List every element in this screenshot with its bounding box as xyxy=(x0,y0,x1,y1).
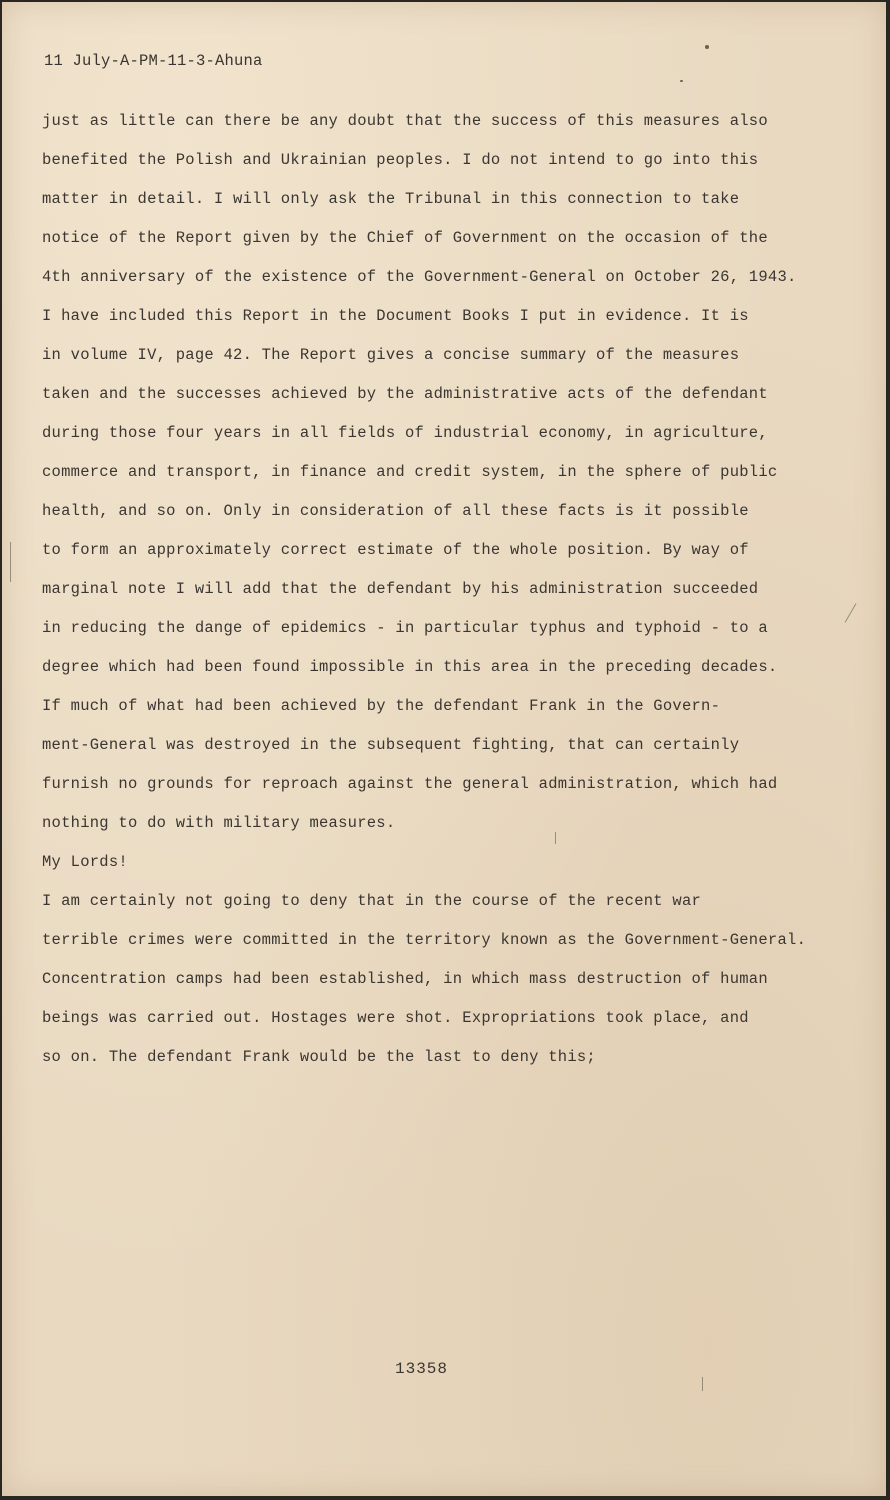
paper-speck xyxy=(680,80,683,82)
page-number: 13358 xyxy=(395,1360,449,1378)
text-line: just as little can there be any doubt that the success of this measures also xyxy=(42,112,768,130)
paper-hair xyxy=(555,832,556,844)
text-line: matter in detail. I will only ask the Tribunal in this connection to take xyxy=(42,190,740,208)
paper-speck xyxy=(705,45,709,49)
text-line: 4th anniversary of the existence of the Government-General on October 26, 1943. xyxy=(42,268,797,286)
paper-hair xyxy=(845,603,857,623)
text-line: to form an approximately correct estimate of the whole position. By way of xyxy=(42,541,749,559)
page-header: 11 July-A-PM-11-3-Ahuna xyxy=(44,52,263,70)
text-line: benefited the Polish and Ukrainian peoples. I do not intend to go into this xyxy=(42,151,759,169)
text-line: marginal note I will add that the defendant by his administration succeeded xyxy=(42,580,759,598)
text-line: notice of the Report given by the Chief of Government on the occasion of the xyxy=(42,229,768,247)
text-line: My Lords! xyxy=(42,853,128,871)
text-line: during those four years in all fields of industrial economy, in agriculture, xyxy=(42,424,768,442)
text-line: taken and the successes achieved by the administrative acts of the defendant xyxy=(42,385,768,403)
text-line: nothing to do with military measures. xyxy=(42,814,396,832)
text-line: beings was carried out. Hostages were shot. Expropriations took place, and xyxy=(42,1009,749,1027)
text-line: in volume IV, page 42. The Report gives a concise summary of the measures xyxy=(42,346,740,364)
text-line: health, and so on. Only in consideration of all these facts is it possible xyxy=(42,502,749,520)
document-page xyxy=(2,2,886,1496)
text-line: Concentration camps had been established, in which mass destruction of human xyxy=(42,970,768,988)
text-line: If much of what had been achieved by the defendant Frank in the Govern- xyxy=(42,697,721,715)
text-line: terrible crimes were committed in the territory known as the Government-General. xyxy=(42,931,807,949)
text-line: in reducing the dange of epidemics - in particular typhus and typhoid - to a xyxy=(42,619,768,637)
text-line: degree which had been found impossible in this area in the preceding decades. xyxy=(42,658,778,676)
text-line: furnish no grounds for reproach against the general administration, which had xyxy=(42,775,778,793)
text-line: commerce and transport, in finance and credit system, in the sphere of public xyxy=(42,463,778,481)
paper-hair xyxy=(702,1377,703,1391)
text-line: so on. The defendant Frank would be the last to deny this; xyxy=(42,1048,596,1066)
text-line: I have included this Report in the Document Books I put in evidence. It is xyxy=(42,307,749,325)
text-line: I am certainly not going to deny that in the course of the recent war xyxy=(42,892,702,910)
paper-hair xyxy=(10,542,11,582)
text-line: ment-General was destroyed in the subsequent fighting, that can certainly xyxy=(42,736,740,754)
